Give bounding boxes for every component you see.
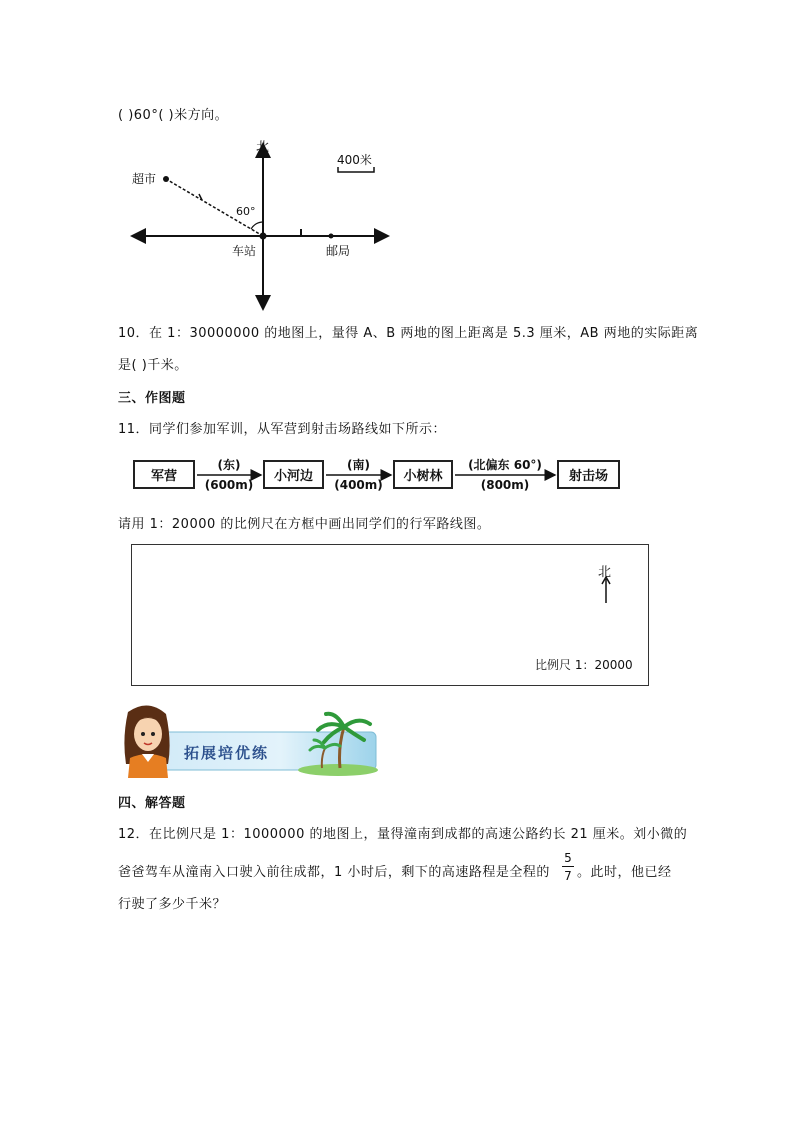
- fraction-denominator: 7: [564, 869, 572, 883]
- scale-label: 400米: [337, 153, 372, 167]
- q11-instruction: 请用 1：20000 的比例尺在方框中画出同学们的行军路线图。: [118, 517, 491, 532]
- post-office-label: 邮局: [326, 244, 351, 258]
- stop-shooting-range: 射击场: [557, 460, 620, 489]
- segment1-distance: (600m): [204, 478, 254, 492]
- segment3-direction: (北偏东 60°): [468, 458, 542, 472]
- segment3-distance: (800m): [480, 478, 530, 492]
- angle-label: 60°: [236, 205, 256, 218]
- banner-graphic: [118, 702, 380, 778]
- frame-north-label: 北: [598, 565, 612, 580]
- q9-answer-line: ( )60°( )米方向。: [118, 108, 229, 123]
- stop-military-camp: 军营: [133, 460, 195, 489]
- q12-line1: 12．在比例尺是 1：1000000 的地图上，量得潼南到成都的高速公路约长 21 厘米。刘小微的: [118, 827, 688, 842]
- q12-line2b: 。此时，他已经: [577, 865, 672, 880]
- route-arrows: [0, 0, 793, 520]
- section4-title: 四、解答题: [118, 796, 186, 811]
- q10-line2: 是( )千米。: [118, 358, 188, 373]
- q12-line3: 行驶了多少千米？: [118, 897, 227, 912]
- q11-intro: 11．同学们参加军训，从军营到射击场路线如下所示：: [118, 422, 447, 437]
- girl-avatar-icon: [124, 705, 169, 778]
- north-label: 北: [256, 140, 270, 155]
- fraction-bar: [562, 866, 574, 867]
- island: [298, 764, 378, 776]
- section3-title: 三、作图题: [118, 391, 186, 406]
- q10-line1: 10．在 1：30000000 的地图上，量得 A、B 两地的图上距离是 5.3 厘米，AB 两地的实际距离: [118, 326, 699, 341]
- banner-title: 拓展培优练: [184, 744, 270, 762]
- segment2-distance: (400m): [334, 478, 383, 492]
- frame-north-arrow: [600, 576, 612, 604]
- stop-riverside: 小河边: [263, 460, 324, 489]
- stop-grove: 小树林: [393, 460, 453, 489]
- segment2-direction: (南): [347, 458, 370, 472]
- supermarket-label: 超市: [132, 172, 157, 186]
- segment1-direction: (东): [217, 458, 241, 472]
- fraction-numerator: 5: [564, 851, 572, 865]
- q12-line2a: 爸爸驾车从潼南入口驶入前往成都，1 小时后，剩下的高速路程是全程的: [118, 865, 550, 880]
- frame-scale-label: 比例尺 1：20000: [535, 658, 633, 672]
- station-label: 车站: [232, 244, 257, 258]
